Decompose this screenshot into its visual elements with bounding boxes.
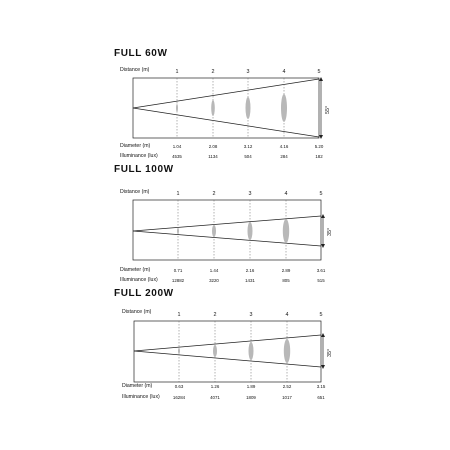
beam-angle-label: 35° <box>327 227 333 236</box>
diameter-value: 1.04 <box>172 144 182 149</box>
illuminance-value: 515 <box>317 278 325 283</box>
beam-spot <box>177 228 179 234</box>
illuminance-value: 284 <box>280 154 288 159</box>
distance-label: Distance (m) <box>120 189 150 195</box>
distance-tick: 2 <box>213 312 217 318</box>
diameter-value: 2.52 <box>282 384 292 389</box>
beam-spot <box>248 222 253 240</box>
distance-tick: 4 <box>282 69 286 75</box>
distance-tick: 3 <box>246 69 250 75</box>
distance-tick: 4 <box>285 312 289 318</box>
diameter-value: 2.08 <box>208 144 218 149</box>
beam-upper-edge <box>133 216 321 231</box>
beam-spot <box>211 100 215 116</box>
illuminance-value: 4535 <box>172 154 182 159</box>
beam-spot <box>249 342 254 360</box>
illuminance-value: 182 <box>315 154 323 159</box>
panel-title: FULL 60W <box>114 48 168 59</box>
beam-diagram <box>0 244 450 384</box>
diagram-frame <box>134 321 321 382</box>
distance-tick: 1 <box>176 191 180 197</box>
beam-angle-label: 55° <box>325 105 331 114</box>
diameter-value: 5.20 <box>314 144 324 149</box>
beam-diagram <box>0 0 450 140</box>
beam-angle-label: 35° <box>327 348 333 357</box>
illuminance-value: 651 <box>317 395 325 400</box>
diameter-value: 1.26 <box>210 384 220 389</box>
beam-spot <box>212 225 216 237</box>
illuminance-value: 16284 <box>172 395 186 400</box>
beam-panel-200w <box>0 244 450 400</box>
beam-diagram <box>0 120 450 260</box>
panel-title: FULL 200W <box>114 288 174 299</box>
beam-upper-edge <box>133 79 319 108</box>
distance-tick: 1 <box>177 312 181 318</box>
beam-spot <box>213 345 217 357</box>
beam-panel-100w <box>0 120 450 283</box>
diameter-value: 0.63 <box>174 384 184 389</box>
diameter-value: 0.71 <box>173 268 183 273</box>
illuminance-value: 1431 <box>245 278 255 283</box>
illuminance-label: Illuminance (lux) <box>120 277 158 283</box>
illuminance-label: Illuminance (lux) <box>122 394 160 400</box>
illuminance-value: 1017 <box>282 395 292 400</box>
beam-spot <box>178 348 180 354</box>
diameter-value: 3.61 <box>316 268 326 273</box>
diameter-label: Diameter (m) <box>120 267 151 273</box>
distance-tick: 2 <box>211 69 215 75</box>
diameter-value: 1.44 <box>209 268 219 273</box>
beam-panel-60w <box>0 0 450 159</box>
distance-tick: 3 <box>249 312 253 318</box>
beam-spot <box>284 339 290 363</box>
illuminance-label: Illuminance (lux) <box>120 153 158 159</box>
illuminance-value: 4071 <box>210 395 220 400</box>
panel-title: FULL 100W <box>114 164 174 175</box>
beam-spot <box>283 219 289 243</box>
illuminance-value: 1809 <box>246 395 256 400</box>
diameter-value: 2.16 <box>245 268 255 273</box>
diameter-value: 1.89 <box>246 384 256 389</box>
distance-tick: 5 <box>319 191 323 197</box>
distance-tick: 5 <box>319 312 323 318</box>
diameter-label: Diameter (m) <box>122 383 153 389</box>
illuminance-value: 1134 <box>208 154 218 159</box>
illuminance-value: 805 <box>282 278 290 283</box>
beam-upper-edge <box>134 335 321 351</box>
distance-label: Distance (m) <box>120 67 150 73</box>
diameter-value: 3.12 <box>243 144 253 149</box>
illuminance-value: 3220 <box>209 278 219 283</box>
illuminance-value: 504 <box>244 154 252 159</box>
beam-spot <box>281 94 287 122</box>
distance-tick: 3 <box>248 191 252 197</box>
diameter-value: 4.16 <box>279 144 289 149</box>
diameter-value: 2.89 <box>281 268 291 273</box>
beam-lower-edge <box>134 351 321 367</box>
beam-spot <box>246 97 251 119</box>
beam-spot <box>176 104 178 112</box>
distance-tick: 1 <box>175 69 179 75</box>
distance-tick: 5 <box>317 69 321 75</box>
diameter-label: Diameter (m) <box>120 143 151 149</box>
distance-tick: 4 <box>284 191 288 197</box>
distance-label: Distance (m) <box>122 309 152 315</box>
illuminance-value: 12882 <box>171 278 185 283</box>
diameter-value: 3.15 <box>316 384 326 389</box>
distance-tick: 2 <box>212 191 216 197</box>
